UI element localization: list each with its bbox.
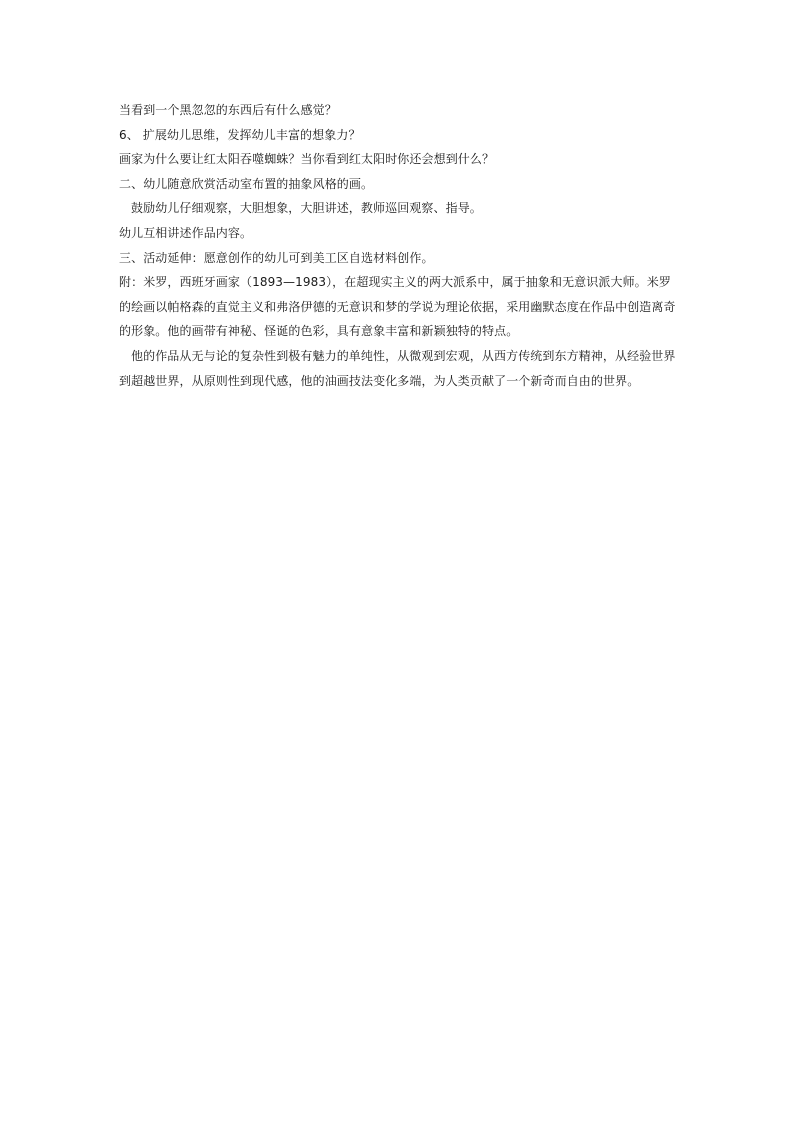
appendix-line: 他的作品从无与论的复杂性到极有魅力的单纯性，从微观到宏观，从西方传统到东方精神，从经验世界 bbox=[131, 348, 676, 363]
section-3-heading: 三、活动延伸：愿意创作的幼儿可到美工区自选材料创作。 bbox=[119, 250, 434, 265]
section-2-heading: 二、幼儿随意欣赏活动室布置的抽象风格的画。 bbox=[119, 176, 374, 191]
step-6-heading: 6、 扩展幼儿思维，发挥幼儿丰富的想象力？ bbox=[119, 127, 361, 142]
document-body bbox=[119, 98, 679, 393]
appendix-line: 的绘画以帕格森的直觉主义和弗洛伊德的无意识和梦的学说为理论依据，采用幽默态度在作品中创造离奇 bbox=[119, 299, 676, 314]
appendix-line: 附：米罗，西班牙画家（1893—1983），在超现实主义的两大派系中，属于抽象和无意识派大师。米罗 bbox=[119, 275, 671, 290]
question-line: 当看到一个黑忽忽的东西后有什么感觉？ bbox=[119, 103, 337, 117]
instruction-line: 鼓励幼儿仔细观察，大胆想象，大胆讲述，教师巡回观察、指导。 bbox=[131, 201, 482, 216]
question-line: 画家为什么要让红太阳吞噬蜘蛛？当你看到红太阳时你还会想到什么？ bbox=[119, 152, 495, 167]
appendix-line: 到超越世界，从原则性到现代感，他的油画技法变化多端，为人类贡献了一个新奇而自由的世界。 bbox=[119, 373, 640, 388]
appendix-line: 的形象。他的画带有神秘、怪诞的色彩，具有意象丰富和新颖独特的特点。 bbox=[119, 324, 519, 339]
instruction-line: 幼儿互相讲述作品内容。 bbox=[119, 225, 253, 240]
